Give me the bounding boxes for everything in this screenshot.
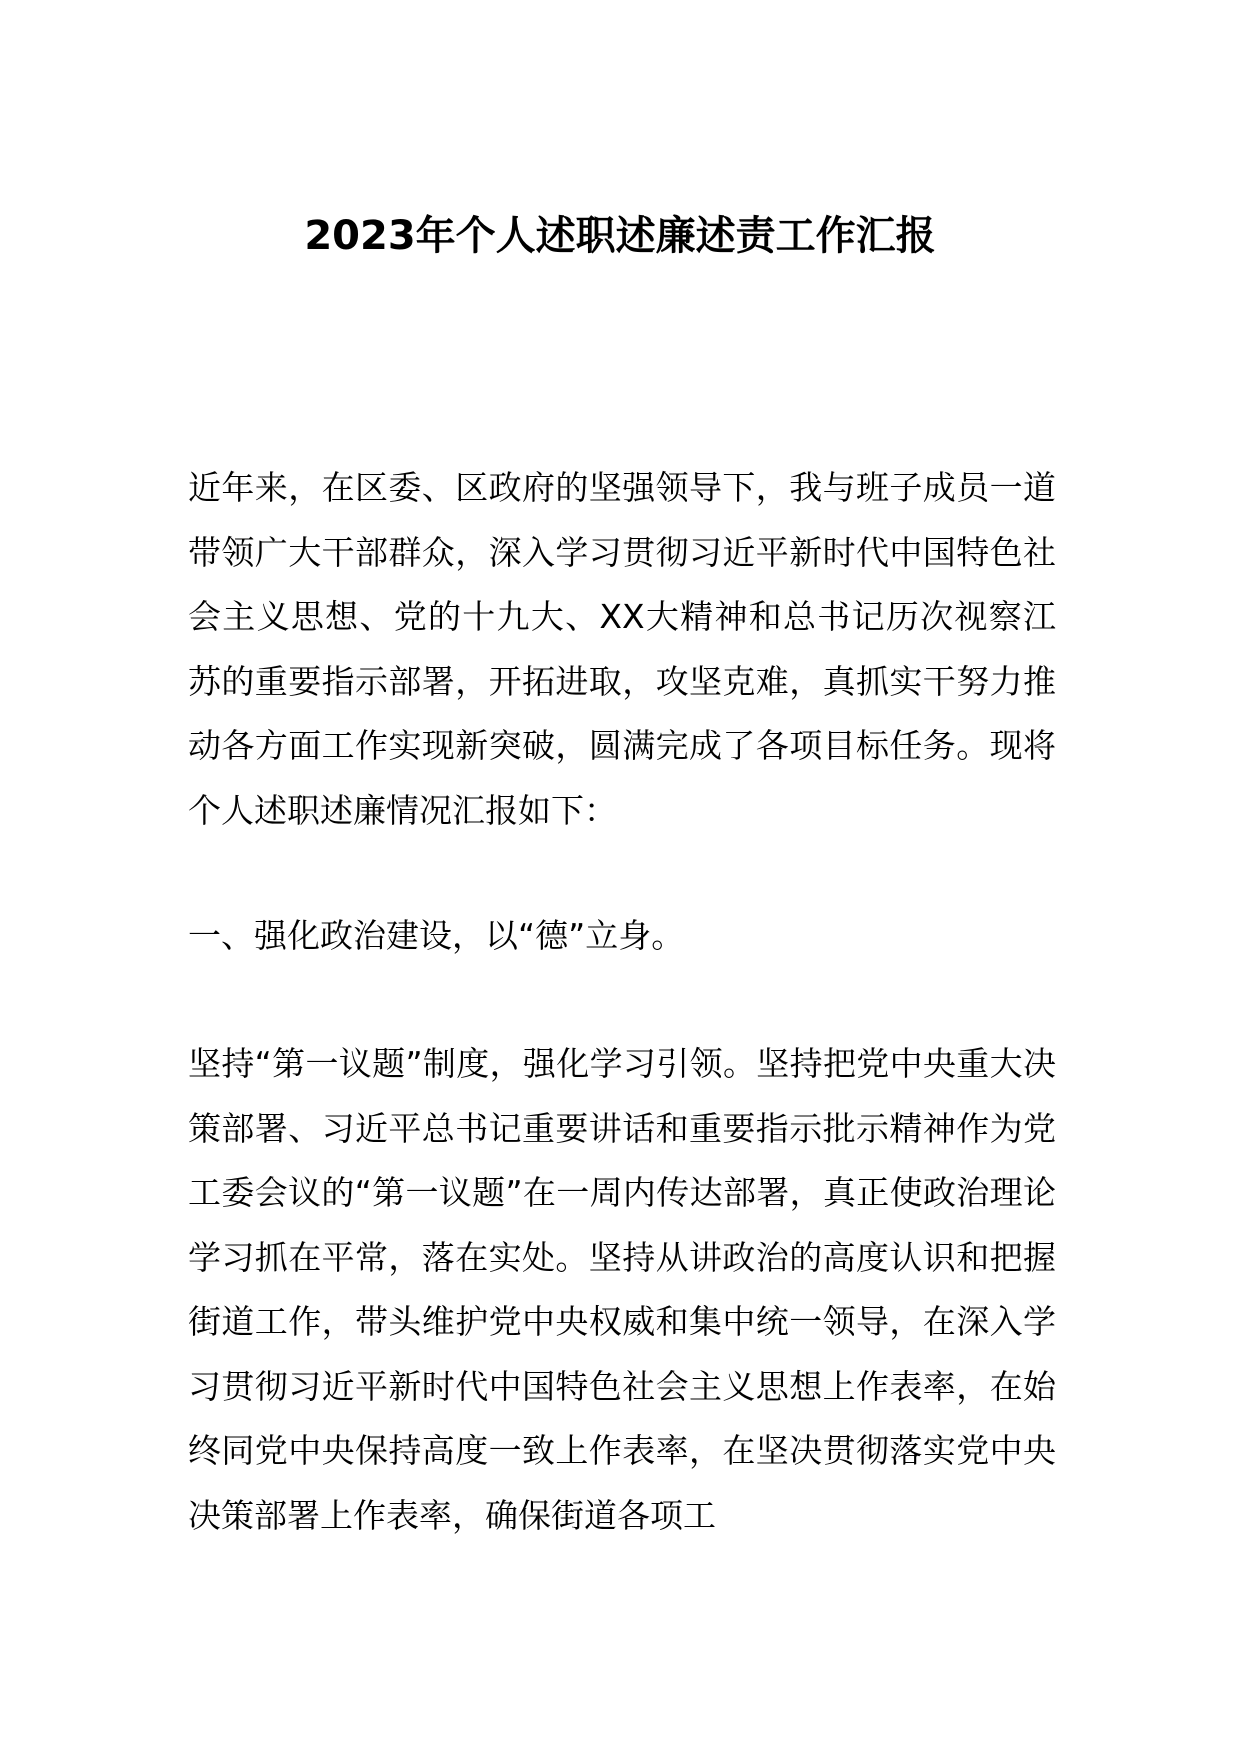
page-title: 2023年个人述职述廉述责工作汇报	[304, 213, 936, 259]
paragraph-intro: 近年来，在区委、区政府的坚强领导下，我与班子成员一道带领广大干部群众，深入学习贯彻习近平新时代中国特色社会主义思想、党的十九大、XX大精神和总书记历次视察江苏的重要指示部署，开拓进取，攻坚克难，真抓实干努力推动各方面工作实现新突破，圆满完成了各项目标任务。现将个人述职述廉情况汇报如下：	[188, 468, 1056, 830]
paragraph-section-1: 坚持“第一议题”制度，强化学习引领。坚持把党中央重大决策部署、习近平总书记重要讲话和重要指示批示精神作为党工委会议的“第一议题”在一周内传达部署，真正使政治理论学习抓在平常，落在实处。坚持从讲政治的高度认识和把握街道工作，带头维护党中央权威和集中统一领导，在深入学习贯彻习近平新时代中国特色社会主义思想上作表率，在始终同党中央保持高度一致上作表率，在坚决贯彻落实党中央决策部署上作表率，确保街道各项工	[188, 1044, 1056, 1535]
section-heading-1: 一、强化政治建设，以“德”立身。	[188, 916, 685, 955]
